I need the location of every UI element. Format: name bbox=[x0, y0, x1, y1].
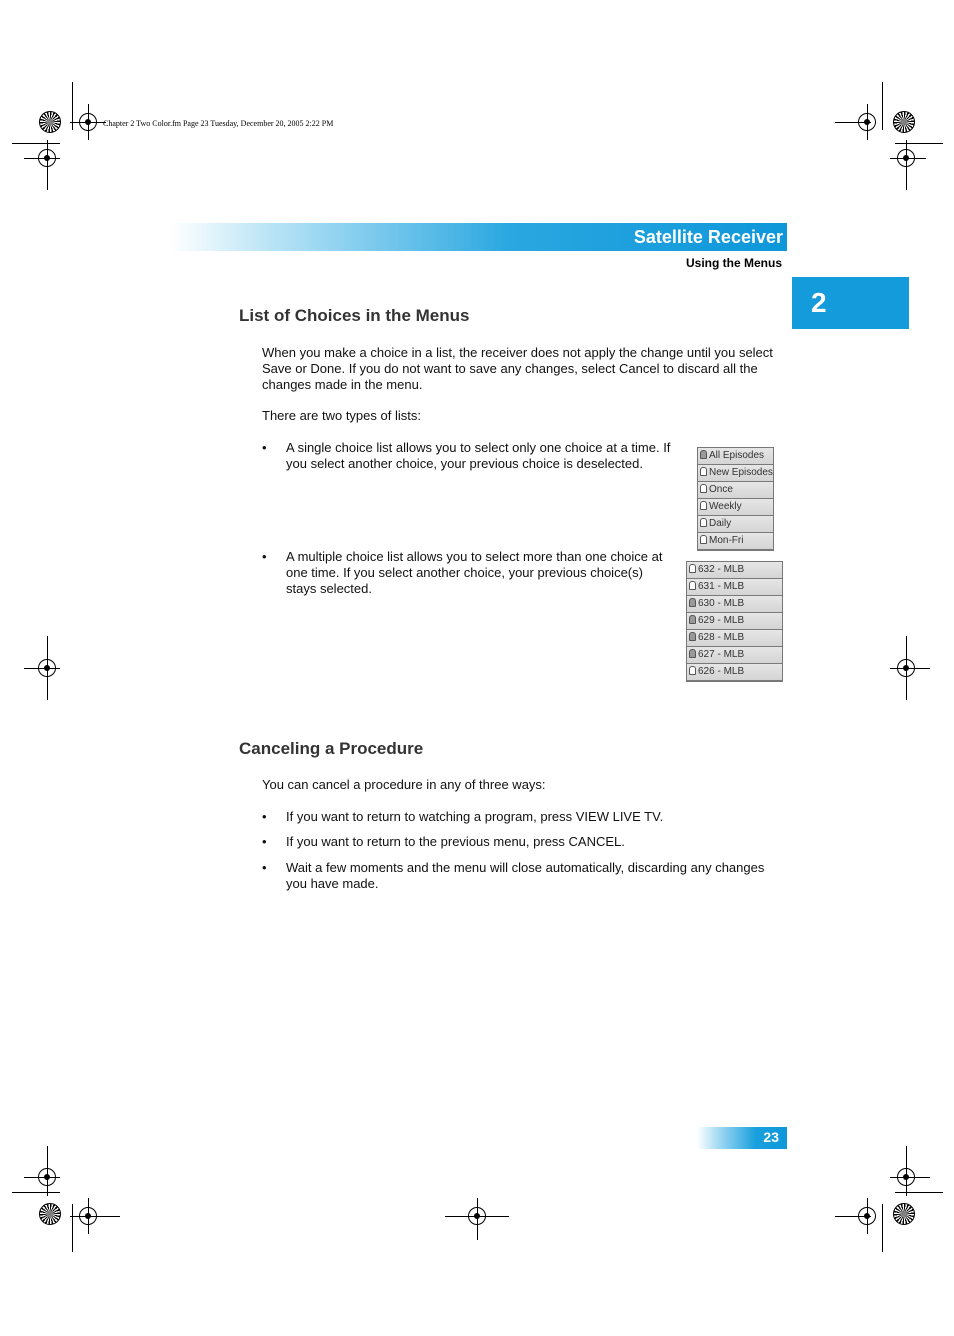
unselected-indicator-icon bbox=[689, 564, 696, 573]
list-item-view-live-tv bbox=[262, 809, 786, 825]
list-option-label: 629 - MLB bbox=[698, 615, 745, 626]
list-option[interactable] bbox=[698, 499, 773, 516]
list-item-wait bbox=[262, 860, 786, 892]
selected-indicator-icon bbox=[689, 632, 696, 641]
list-option[interactable] bbox=[698, 516, 773, 533]
list-option[interactable] bbox=[687, 596, 782, 613]
unselected-indicator-icon bbox=[689, 581, 696, 590]
list-option-label: 631 - MLB bbox=[698, 581, 745, 592]
paragraph-cancel-intro: You can cancel a procedure in any of three ways: bbox=[262, 777, 546, 792]
list-option-label: 626 - MLB bbox=[698, 666, 745, 677]
list-option[interactable] bbox=[698, 482, 773, 499]
list-option-label: Mon-Fri bbox=[709, 535, 744, 546]
selected-indicator-icon bbox=[700, 450, 707, 459]
bullet-icon: • bbox=[262, 860, 267, 875]
list-option-label: 627 - MLB bbox=[698, 649, 745, 660]
list-option[interactable] bbox=[687, 579, 782, 596]
chapter-number: 2 bbox=[811, 287, 827, 318]
list-option[interactable] bbox=[687, 664, 782, 681]
list-option-label: 628 - MLB bbox=[698, 632, 745, 643]
selected-indicator-icon bbox=[689, 598, 696, 607]
bullet-text: Wait a few moments and the menu will close automatically, discarding any changes you have made. bbox=[286, 860, 765, 891]
list-item-cancel bbox=[262, 834, 786, 850]
list-option[interactable] bbox=[698, 465, 773, 482]
unselected-indicator-icon bbox=[700, 518, 707, 527]
paragraph-intro: When you make a choice in a list, the receiver does not apply the change until you select Save or Done. If you do not want to save any changes, select Cancel to discard all the changes made in the menu. bbox=[262, 345, 773, 392]
unselected-indicator-icon bbox=[700, 467, 707, 476]
selected-indicator-icon bbox=[689, 615, 696, 624]
list-option[interactable] bbox=[687, 647, 782, 664]
list-item-multiple-choice bbox=[262, 549, 671, 597]
list-option-label: Daily bbox=[709, 518, 732, 529]
unselected-indicator-icon bbox=[700, 535, 707, 544]
unselected-indicator-icon bbox=[700, 501, 707, 510]
page-number: 23 bbox=[763, 1129, 779, 1145]
bullet-icon: • bbox=[262, 549, 267, 564]
section-heading-canceling: Canceling a Procedure bbox=[239, 739, 424, 758]
multiple-choice-list bbox=[686, 561, 783, 682]
list-option[interactable] bbox=[687, 562, 782, 579]
list-option-label: 630 - MLB bbox=[698, 598, 745, 609]
list-option-label: New Episodes bbox=[709, 467, 773, 478]
section-heading-list-of-choices: List of Choices in the Menus bbox=[239, 306, 470, 325]
list-option[interactable] bbox=[687, 613, 782, 630]
chapter-tab bbox=[792, 277, 909, 329]
unselected-indicator-icon bbox=[689, 666, 696, 675]
print-info: Chapter 2 Two Color.fm Page 23 Tuesday, December 20, 2005 2:22 PM bbox=[103, 119, 334, 128]
header-subtitle: Using the Menus bbox=[685, 256, 782, 270]
single-choice-list bbox=[697, 447, 774, 551]
list-option[interactable] bbox=[687, 630, 782, 647]
list-option-label: Once bbox=[709, 484, 733, 495]
bullet-text: If you want to return to the previous menu, press CANCEL. bbox=[286, 834, 625, 849]
bullet-icon: • bbox=[262, 440, 267, 455]
bullet-icon: • bbox=[262, 834, 267, 849]
bullet-icon: • bbox=[262, 809, 267, 824]
bullet-text: If you want to return to watching a program, press VIEW LIVE TV. bbox=[286, 809, 664, 824]
header-bar bbox=[170, 223, 787, 251]
list-option[interactable] bbox=[698, 533, 773, 550]
selected-indicator-icon bbox=[689, 649, 696, 658]
page-number-tab bbox=[697, 1127, 787, 1149]
bullet-text: A single choice list allows you to select only one choice at a time. If you select another choice, your previous choice is deselected. bbox=[286, 440, 671, 471]
list-option-label: 632 - MLB bbox=[698, 564, 745, 575]
bullet-text: A multiple choice list allows you to select more than one choice at one time. If you select another choice, your previous choice(s) stays selected. bbox=[286, 549, 663, 596]
list-item-single-choice bbox=[262, 440, 681, 472]
list-option[interactable] bbox=[698, 448, 773, 465]
list-option-label: Weekly bbox=[709, 501, 742, 512]
header-title: Satellite Receiver bbox=[633, 227, 783, 247]
list-option-label: All Episodes bbox=[709, 450, 765, 461]
unselected-indicator-icon bbox=[700, 484, 707, 493]
paragraph-list-types: There are two types of lists: bbox=[262, 408, 421, 423]
